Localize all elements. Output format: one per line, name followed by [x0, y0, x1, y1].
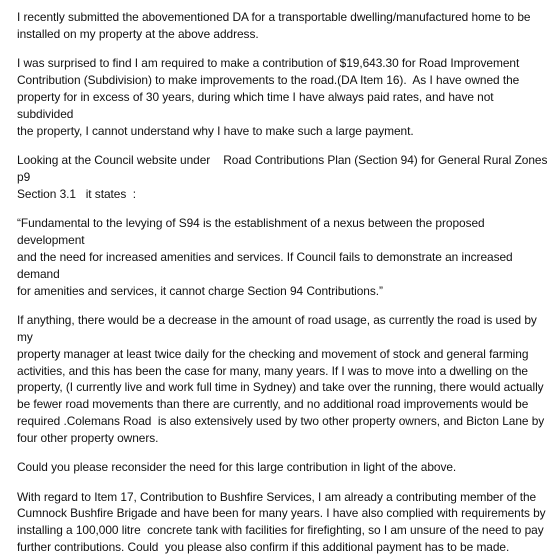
paragraph-road-usage: If anything, there would be a decrease in the amount of road usage, as currently the road is used by my property manager at least twice daily for the checking and movement of stock and general farming activities, and this has been the case for many, many years. If I was to move into a dwelling on the property, (I currently live and work full time in Sydney) and take over the running, there would actually be fewer road movements than there are currently, and no additional road improvements would be required .Colemans Road is also extensively used by two other property owners, and Bicton Lane by four other property owners.: [17, 312, 545, 446]
paragraph-reconsider-request: Could you please reconsider the need for this large contribution in light of the above.: [17, 460, 457, 475]
paragraph-da-submission: I recently submitted the abovementioned DA for a transportable dwelling/manufactured home to be installed on my property at the above address.: [17, 10, 531, 41]
paragraph-bushfire-services: With regard to Item 17, Contribution to Bushfire Services, I am already a contributing member of the Cumnock Bushfire Brigade and have been for many years. I have also complied with requirements by installing a 100,000 litre concrete tank with facilities for firefighting, so I am unsure of the need to pay further contributions. Could you please also confirm if this additional payment has to be made.: [17, 489, 546, 555]
paragraph-road-contribution: I was surprised to find I am required to make a contribution of $19,643.30 for Road Improvement Contribution (Subdivision) to make improvements to the road.(DA Item 16). As I have owned the property for in excess of 30 years, during which time I have always paid rates, and have not subdivided the property, I cannot understand why I have to make such a large payment.: [17, 56, 520, 138]
paragraph-quotation: “Fundamental to the levying of S94 is the establishment of a nexus between the proposed development and the need for increased amenities and services. If Council fails to demonstrate an increased demand for amenities and services, it cannot charge Section 94 Contributions.”: [17, 215, 513, 298]
paragraph-council-website: Looking at the Council website under Road Contributions Plan (Section 94) for General Rural Zones p9 Section 3.1 it states :: [17, 152, 548, 201]
